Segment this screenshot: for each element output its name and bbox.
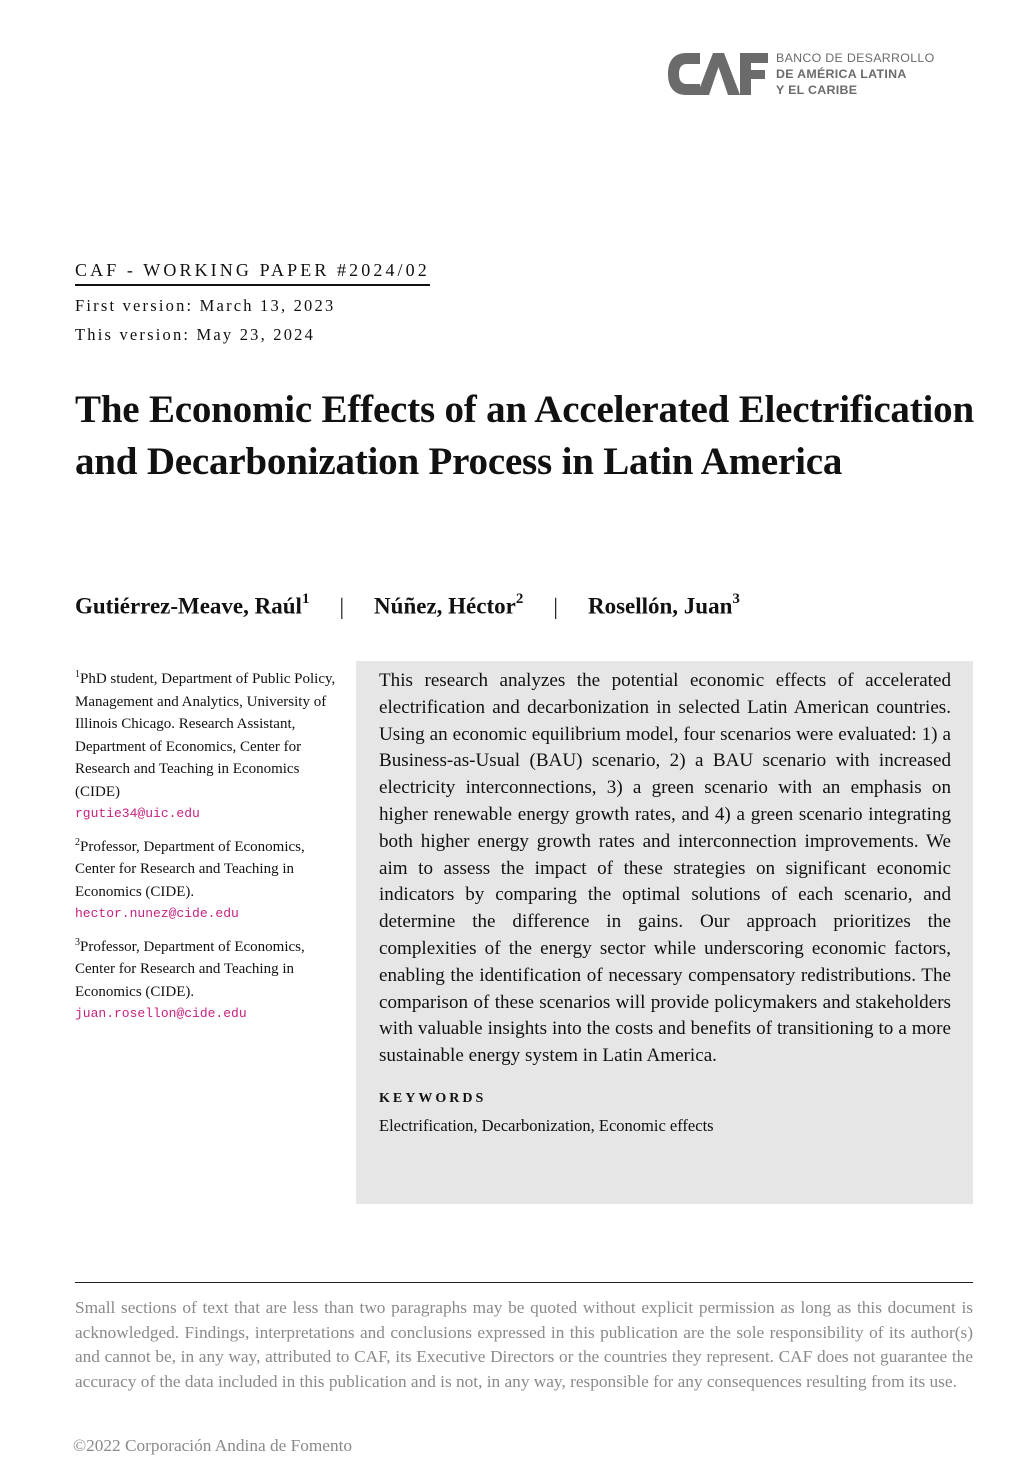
affiliation — [75, 932, 347, 1026]
affiliation-mark: 1 — [75, 669, 80, 680]
author-affiliation-mark: 1 — [301, 591, 310, 607]
caf-logo-mark — [666, 51, 770, 97]
author-name: Rosellón, Juan — [587, 593, 733, 619]
author-separator: | — [553, 593, 558, 619]
keywords-list: Electrification, Decarbonization, Economic effects — [379, 1115, 714, 1135]
caf-org-name — [776, 50, 935, 98]
abstract-text: This research analyzes the potential economic effects of accelerated electrification and decarbonization in selected Latin American countries. Using an economic equilibrium model, four scenarios were evaluated: 1) a Business-as-Usual (BAU) scenario, 2) a BAU scenario with increased electricity interconnections, 3) a green scenario with an emphasis on higher renewable energy growth rates, and 4) a green scenario integrating both higher energy growth rates and interconnection improvements. We aim to assess the impact of these strategies on significant economic indicators by comparing the optimal solutions of each scenario, and determine the difference in gains. Our approach prioritizes the complexities of the energy sector while underscoring economic factors, enabling the identification of necessary compensatory redistributions. The comparison of these scenarios will provide policymakers and stakeholders with valuable insights into the costs and benefits of transitioning to a more sustainable energy system in Latin America. — [379, 670, 951, 1067]
affiliation-text: PhD student, Department of Public Policy, Management and Analytics, University of Illinois Chicago. Research Assistant, Department of Economics, Center for Research and Teaching in Economics (CIDE) — [75, 671, 336, 800]
author-separator: | — [339, 593, 345, 619]
footer-divider — [75, 1282, 973, 1283]
affiliations — [75, 664, 347, 1032]
author-email-link[interactable]: rgutie34@uic.edu — [75, 806, 200, 821]
affiliation-mark: 2 — [75, 836, 80, 848]
author-email-link[interactable]: hector.nunez@cide.edu — [75, 906, 239, 921]
author-list — [75, 593, 740, 620]
working-paper-label: CAF - WORKING PAPER #2024/02 — [75, 260, 430, 286]
first-version-date: First version: March 13, 2023 — [75, 296, 336, 315]
affiliation — [75, 832, 347, 926]
author-name: Gutiérrez-Meave, Raúl — [75, 593, 302, 619]
affiliation-mark: 3 — [75, 936, 80, 948]
affiliation — [75, 664, 347, 826]
affiliation-text: Professor, Department of Economics, Center for Research and Teaching in Economics (CIDE). — [75, 838, 305, 900]
author-email-link[interactable]: juan.rosellon@cide.edu — [75, 1006, 247, 1021]
author-affiliation-mark: 2 — [515, 591, 524, 607]
this-version-date: This version: May 23, 2024 — [75, 325, 316, 344]
org-name-line-3: Y EL CARIBE — [776, 83, 858, 97]
org-name-line-1: BANCO DE DESARROLLO — [776, 51, 935, 65]
keywords-heading: KEYWORDS — [379, 1090, 487, 1106]
disclaimer-text: Small sections of text that are less than two paragraphs may be quoted without explicit permission as long as this document is acknowledged. Findings, interpretations and conclusions expressed in this publication are the sole responsibility of its author(s) and cannot be, in any way, attributed to CAF, its Executive Directors or the countries they represent. CAF does not guarantee the accuracy of the data included in this publication and is not, in any way, responsible for any consequences resulting from its use. — [75, 1298, 973, 1391]
author — [75, 593, 309, 620]
org-name-line-2: DE AMÉRICA LATINA — [776, 67, 907, 81]
paper-title: The Economic Effects of an Accelerated Electrification and Decarbonization Process in Latin America — [75, 388, 974, 483]
author — [374, 593, 523, 620]
author-name: Núñez, Héctor — [374, 593, 516, 619]
abstract-box — [356, 661, 973, 1204]
caf-logo — [666, 48, 956, 100]
author-affiliation-mark: 3 — [732, 591, 740, 607]
author — [588, 593, 740, 620]
affiliation-text: Professor, Department of Economics, Center for Research and Teaching in Economics (CIDE). — [75, 938, 305, 1000]
copyright-notice: ©2022 Corporación Andina de Fomento — [73, 1436, 353, 1455]
